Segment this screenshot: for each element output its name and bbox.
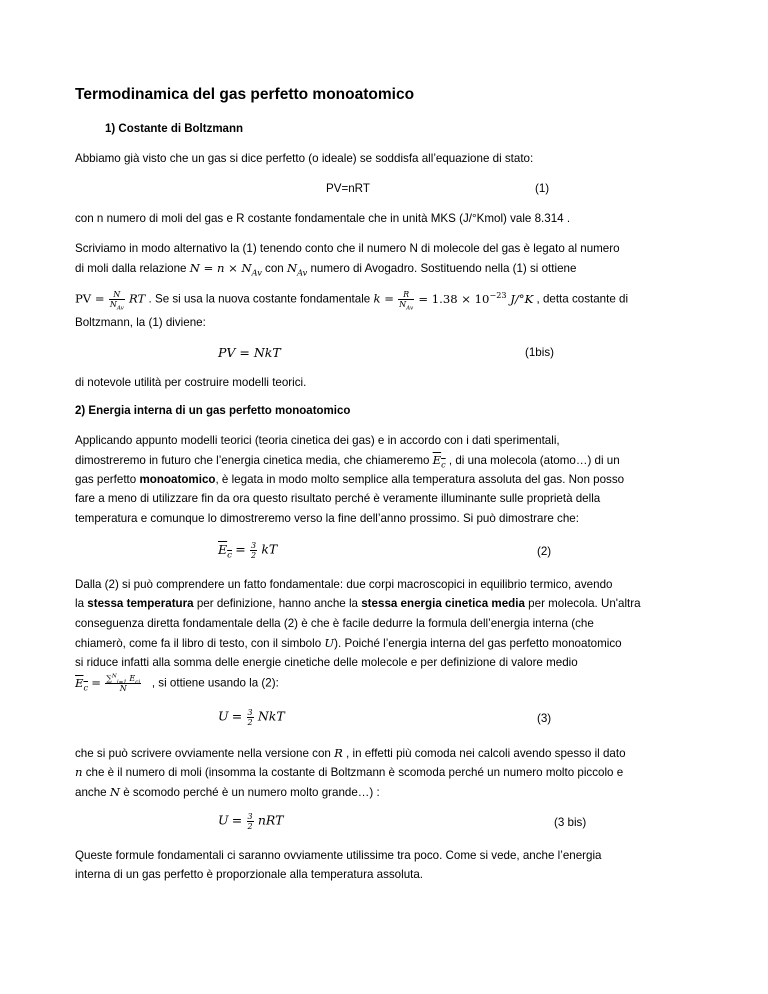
- text-run: per definizione, hanno anche la: [196, 597, 358, 610]
- text-run: chiamerò, come fa il libro di testo, con il simbolo: [75, 637, 322, 650]
- equation-3bis: U = $\frac{3}{2}$ nRT: [218, 812, 284, 831]
- paragraph-line: fare a meno di utilizzare fin da ora questo risultato perché è veramente illuminante sulle proprietà della: [75, 492, 601, 505]
- text-run: dimostreremo in futuro che l’energia cinetica media, che chiameremo: [75, 454, 430, 467]
- text-run: di moli dalla relazione: [75, 262, 187, 275]
- paragraph-line: interna di un gas perfetto è proporzionale alla temperatura assoluta.: [75, 868, 424, 881]
- text-run: . Se si usa la nuova costante fondamentale: [148, 292, 371, 306]
- formula: $E_c$: [432, 453, 446, 470]
- text-run: , di una molecola (atomo…) di un: [448, 454, 620, 467]
- section-heading-energia-interna: 2) Energia interna di un gas perfetto monoatomico: [75, 405, 351, 417]
- text-run: , si ottiene usando la (2):: [151, 676, 279, 690]
- formula: $E_c$: [75, 675, 89, 692]
- text-run: la: [75, 597, 85, 610]
- equation-label: (1bis): [525, 346, 554, 359]
- text-run-bold: stessa temperatura: [87, 597, 194, 610]
- equation-label: (2): [537, 545, 552, 558]
- paragraph-line: $E_c$ = $\frac{\sum^N_{i=1} E_{ci}}{N}$ , si ottiene usando la (2):: [75, 673, 279, 693]
- text-run-bold: monoatomico: [139, 473, 216, 486]
- paragraph-line: Boltzmann, la (1) diviene:: [75, 316, 206, 329]
- text-run: anche: [75, 786, 107, 799]
- formula: RT: [129, 291, 146, 306]
- paragraph: di notevole utilità per costruire modelli teorici.: [75, 376, 307, 389]
- equation-3: U = $\frac{3}{2}$ NkT: [218, 708, 285, 727]
- text-run: per molecola. Un'altra: [528, 597, 641, 610]
- paragraph-line: [75, 636, 622, 650]
- paragraph-line: Scriviamo in modo alternativo la (1) tenendo conto che il numero N di molecole del gas è legato al numero: [75, 242, 620, 255]
- paragraph-line: Applicando appunto modelli teorici (teoria cinetica dei gas) e in accordo con i dati sperimentali,: [75, 434, 560, 447]
- equation-2: $E_c$ = $\frac{3}{2}$ kT: [218, 541, 278, 561]
- text-run: , è legata in modo molto semplice alla temperatura assoluta del gas. Non posso: [215, 473, 625, 486]
- formula: $N = n \times N_{Av}$: [189, 261, 262, 278]
- fraction: $\frac{\sum^N_{i=1} E_{ci}}{N}$: [106, 673, 141, 693]
- paragraph-line: conseguenza diretta fondamentale della (2) è che è facile dedurre la formula dell’energia interna (che: [75, 617, 594, 630]
- text-run: che è il numero di moli (insomma la costante di Boltzmann è scomoda perché un numero molto piccolo e: [85, 766, 624, 779]
- equation-label: (3 bis): [554, 816, 587, 829]
- paragraph-line: [75, 453, 620, 470]
- text-run: che si può scrivere ovviamente nella versione con: [75, 747, 331, 760]
- text-run: numero di Avogadro. Sostituendo nella (1) si ottiene: [310, 262, 577, 275]
- paragraph-line: temperatura e comunque lo dimostreremo verso la fine dell’anno prossimo. Si può dimostrare che:: [75, 512, 579, 525]
- section-heading-boltzmann: 1) Costante di Boltzmann: [105, 123, 244, 135]
- equation-label: (1): [535, 182, 550, 195]
- equation-1bis: PV = NkT: [218, 345, 281, 360]
- paragraph-line: [75, 261, 577, 278]
- formula: $N_{Av}$: [286, 261, 308, 278]
- paragraph-line: n che è il numero di moli (insomma la costante di Boltzmann è scomoda perché un numero molto piccolo e: [75, 765, 624, 779]
- formula: U: [324, 636, 335, 650]
- text-run: , detta costante di: [536, 292, 629, 306]
- text-run: con: [265, 262, 284, 275]
- fraction: $\frac{R}{N_{Av}}$: [399, 290, 414, 312]
- paragraph-line: Queste formule fondamentali ci saranno ovviamente utilissime tra poco. Come si vede, anche l’energia: [75, 849, 602, 862]
- equation-label: (3): [537, 712, 552, 725]
- document-title: Termodinamica del gas perfetto monoatomico: [75, 86, 415, 103]
- paragraph-line: Dalla (2) si può comprendere un fatto fondamentale: due corpi macroscopici in equilibrio termico, avendo: [75, 578, 613, 591]
- paragraph: con n numero di moli del gas e R costante fondamentale che in unità MKS (J/°Kmol) vale 8.314 .: [75, 212, 571, 225]
- paragraph-line: [75, 597, 641, 610]
- formula: PV =: [75, 291, 105, 306]
- paragraph-line: anche N è scomodo perché è un numero molto grande…) :: [75, 785, 380, 799]
- text-run-bold: stessa energia cinetica media: [361, 597, 525, 610]
- paragraph-line: si riduce infatti alla somma delle energie cinetiche delle molecole e per definizione di valore medio: [75, 656, 578, 669]
- formula: k =: [373, 291, 394, 306]
- text-run: è scomodo perché è un numero molto grande…) :: [123, 786, 380, 799]
- equation-1: PV=nRT: [326, 182, 370, 195]
- text-run: , in effetti più comoda nei calcoli avendo spesso il dato: [346, 747, 626, 760]
- text-run: gas perfetto: [75, 473, 137, 486]
- text-run: ). Poiché l’energia interna del gas perfetto monoatomico: [334, 637, 622, 650]
- paragraph-line: [75, 473, 624, 486]
- formula: = $1.38 \times 10^{-23}$ J/°K: [418, 289, 534, 306]
- paragraph-line: [75, 289, 629, 312]
- paragraph-line: che si può scrivere ovviamente nella versione con R , in effetti più comoda nei calcoli avendo spesso il dato: [75, 746, 626, 760]
- paragraph: Abbiamo già visto che un gas si dice perfetto (o ideale) se soddisfa all’equazione di stato:: [75, 152, 534, 165]
- fraction: $\frac{N}{N_{Av}}$: [109, 290, 124, 312]
